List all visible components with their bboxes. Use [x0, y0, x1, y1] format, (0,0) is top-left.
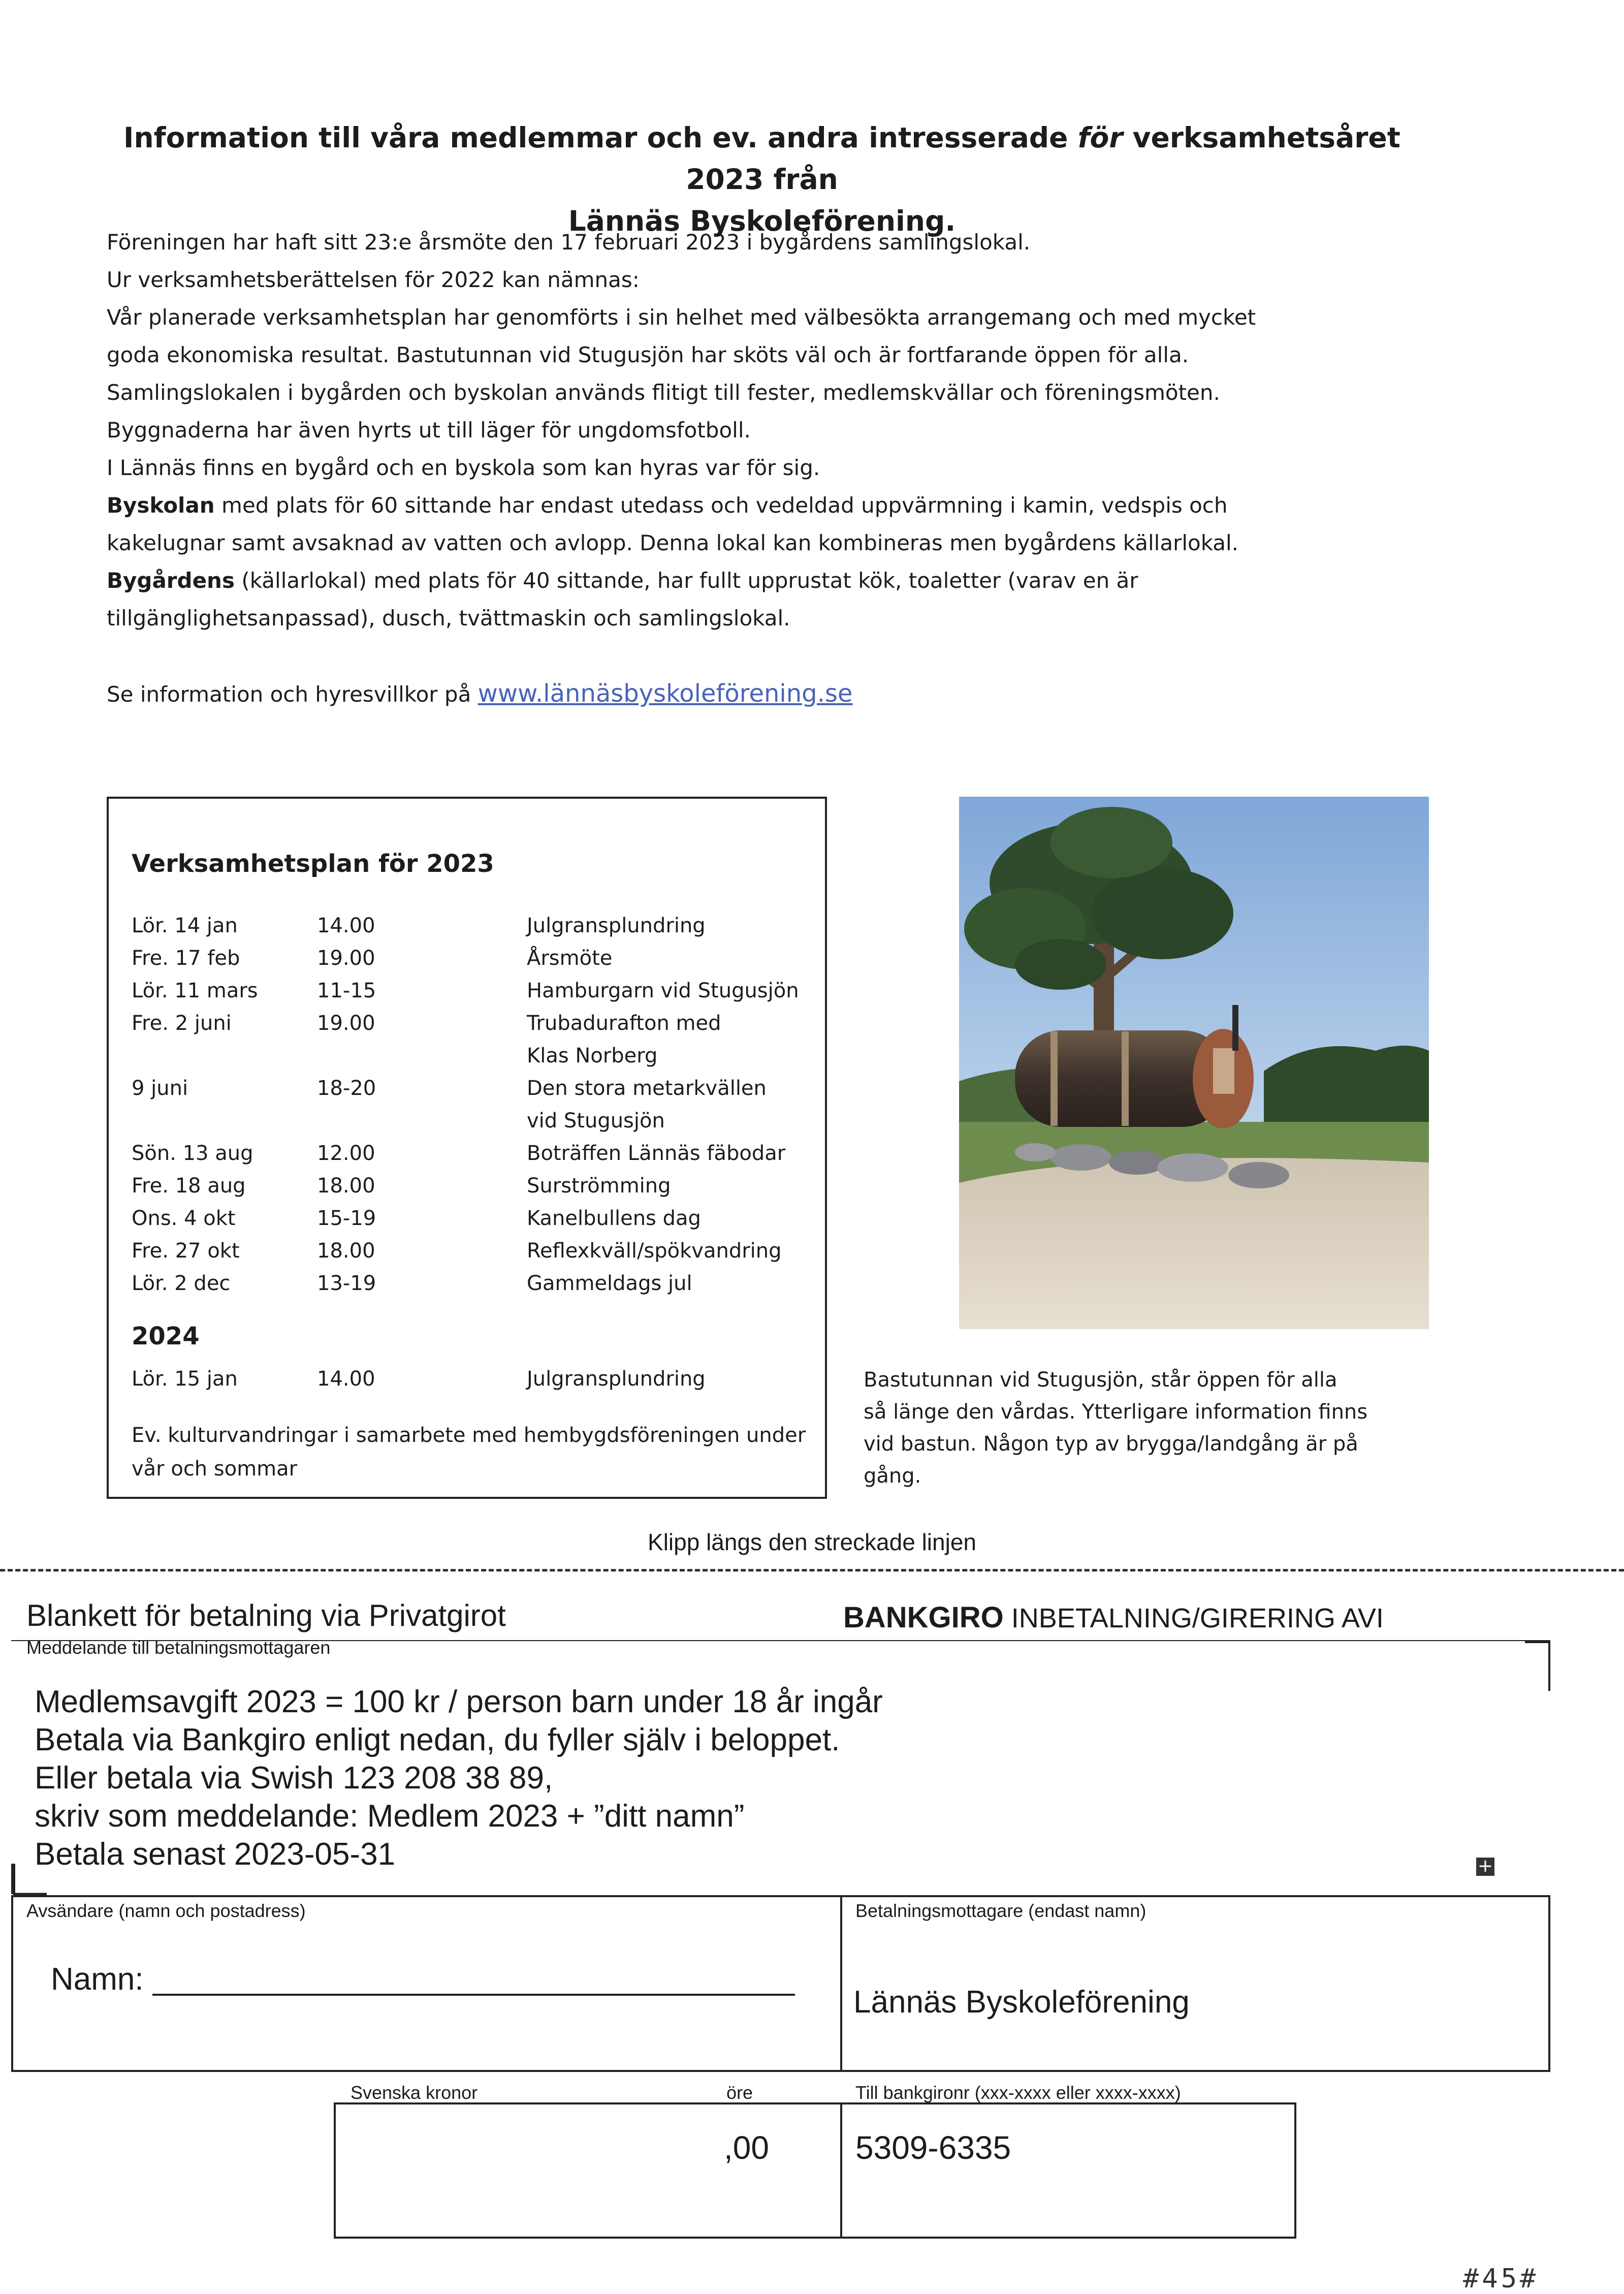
- sender-name-label: Namn:: [51, 1962, 144, 1997]
- plan-time: 13-19: [317, 1272, 376, 1295]
- amount-divider: [840, 2102, 842, 2239]
- info-line: Se information och hyresvillkor på www.lännäsbyskoleförening.se: [107, 679, 853, 708]
- byskolan-line: Byskolan med plats för 60 sittande har endast utedass och vedeldad uppvärmning i kamin, vedspis och: [107, 493, 1228, 518]
- plan-row: [132, 1202, 812, 1235]
- intro-line: Byggnaderna har även hyrts ut till läger för ungdomsfotboll.: [107, 418, 751, 443]
- kronor-label: Svenska kronor: [351, 2082, 478, 2103]
- plan-note: Ev. kulturvandringar i samarbete med hembygdsföreningen under vår och sommar: [132, 1424, 806, 1481]
- plan-activity: Julgransplundring: [527, 914, 706, 937]
- plan-day: Fre. 27 okt: [132, 1239, 240, 1263]
- page-tag: #45#: [1463, 2264, 1539, 2294]
- plan-activity: Reflexkväll/spökvandring: [527, 1239, 782, 1263]
- sender-label: Avsändare (namn och postadress): [26, 1900, 306, 1921]
- plan-time: 19.00: [317, 1012, 375, 1035]
- plan-day: Lör. 15 jan: [132, 1367, 238, 1391]
- website-link[interactable]: www.lännäsbyskoleförening.se: [477, 679, 853, 708]
- plan-row: [132, 909, 812, 942]
- intro-line: Föreningen har haft sitt 23:e årsmöte den 17 februari 2023 i bygårdens samlingslokal.: [107, 230, 1031, 255]
- intro-line: goda ekonomiska resultat. Bastutunnan vid Stugusjön har sköts väl och är fortfarande öppen för alla.: [107, 342, 1189, 367]
- plan-time: 18.00: [317, 1239, 375, 1263]
- cut-line-label: Klipp längs den streckade linjen: [648, 1529, 976, 1555]
- plan-row: [132, 1267, 812, 1300]
- sender-recipient-divider: [840, 1895, 842, 2072]
- plan-row: [132, 1137, 812, 1170]
- intro-text: [107, 224, 1427, 713]
- plan-time: 18-20: [317, 1077, 376, 1100]
- plan-time: 14.00: [317, 914, 375, 937]
- amount-field[interactable]: [334, 2102, 1296, 2239]
- plan-day: Lör. 2 dec: [132, 1272, 231, 1295]
- bygardens-line: Bygårdens (källarlokal) med plats för 40 sittande, har fullt upprustat kök, toaletter (varav en är: [107, 568, 1138, 593]
- recipient-label: Betalningsmottagare (endast namn): [855, 1900, 1147, 1921]
- intro-line: Samlingslokalen i bygården och byskolan används flitigt till fester, medlemskvällar och föreningsmöten.: [107, 380, 1220, 405]
- plan-time: 14.00: [317, 1367, 375, 1391]
- plan-row: [132, 1170, 812, 1202]
- bankgiro-title: BANKGIRO INBETALNING/GIRERING AVI: [843, 1601, 1384, 1634]
- plan-row: [132, 1363, 812, 1395]
- plan-activity: Julgransplundring: [527, 1367, 706, 1391]
- activity-plan-box: [107, 797, 827, 1499]
- plan-activity: Boträffen Lännäs fäbodar: [527, 1142, 786, 1165]
- plan-activity: Årsmöte: [527, 947, 613, 970]
- ore-label: öre: [726, 2082, 753, 2103]
- plan-activity: Den stora metarkvällen: [527, 1077, 767, 1100]
- plan-time: 12.00: [317, 1142, 375, 1165]
- plan-time: 11-15: [317, 979, 376, 1002]
- plan-day: Ons. 4 okt: [132, 1207, 236, 1230]
- sauna-barrel-photo: [959, 797, 1429, 1329]
- page-title: Information till våra medlemmar och ev. andra intresserade för verksamhetsåret 2023 från Lännäs Byskoleförening.: [123, 121, 1400, 237]
- plan-activity: vid Stugusjön: [527, 1109, 665, 1133]
- plan-row: [132, 1105, 812, 1137]
- photo-caption: Bastutunnan vid Stugusjön, står öppen för alla så länge den vårdas. Ytterligare information finns vid bastun. Någon typ av brygga/landgång är på gång.: [864, 1368, 1368, 1488]
- plan-day: Fre. 2 juni: [132, 1012, 232, 1035]
- bankgiro-number: 5309-6335: [855, 2129, 1011, 2166]
- recipient-name: Lännäs Byskoleförening: [853, 1985, 1190, 2020]
- payment-message: Medlemsavgift 2023 = 100 kr / person barn under 18 år ingår Betala via Bankgiro enligt nedan, du fyller själv i beloppet. Eller betala via Swish 123 208 38 89, skriv som meddelande: Medlem 2023 + ”ditt namn” Betala senast 2023-05-31: [35, 1684, 883, 1872]
- plan-row: [132, 1235, 812, 1267]
- plan-day: Lör. 11 mars: [132, 979, 258, 1002]
- plan-day: Fre. 18 aug: [132, 1174, 246, 1198]
- plan-day: Lör. 14 jan: [132, 914, 238, 937]
- plan-row: [132, 1007, 812, 1040]
- plan-activity: Klas Norberg: [527, 1044, 658, 1067]
- intro-line: Vår planerade verksamhetsplan har genomförts i sin helhet med välbesökta arrangemang och med mycket: [107, 305, 1256, 330]
- message-label: Meddelande till betalningsmottagaren: [26, 1637, 331, 1658]
- plan-activity: Hamburgarn vid Stugusjön: [527, 979, 799, 1002]
- plan-time: 19.00: [317, 947, 375, 970]
- plan-row: [132, 1072, 812, 1105]
- plan-row: [132, 942, 812, 975]
- sender-recipient-box: [11, 1895, 1550, 2072]
- plan-day: 9 juni: [132, 1077, 188, 1100]
- ore-value: ,00: [724, 2129, 769, 2166]
- bygardens-line-2: tillgänglighetsanpassad), dusch, tvättmaskin och samlingslokal.: [107, 606, 790, 631]
- plan-year-2024: 2024: [132, 1322, 200, 1350]
- plan-activity: Surströmming: [527, 1174, 671, 1198]
- plus-icon: +: [1476, 1858, 1494, 1876]
- plan-heading: Verksamhetsplan för 2023: [132, 850, 494, 878]
- intro-line: Ur verksamhetsberättelsen för 2022 kan nämnas:: [107, 267, 640, 292]
- dashed-cut-line: [0, 1569, 1624, 1572]
- plan-time: 15-19: [317, 1207, 376, 1230]
- plan-time: 18.00: [317, 1174, 375, 1198]
- plan-row: [132, 1040, 812, 1072]
- byskolan-line-2: kakelugnar samt avsaknad av vatten och avlopp. Denna lokal kan kombineras men bygårdens källarlokal.: [107, 530, 1239, 555]
- plan-row: [132, 975, 812, 1007]
- intro-line: I Lännäs finns en bygård och en byskola som kan hyras var för sig.: [107, 455, 820, 480]
- sender-name-field[interactable]: [152, 1994, 795, 1996]
- plan-activity: Gammeldags jul: [527, 1272, 692, 1295]
- bankgiro-number-label: Till bankgironr (xxx-xxxx eller xxxx-xxxx): [855, 2082, 1181, 2103]
- plan-activity: Kanelbullens dag: [527, 1207, 701, 1230]
- plan-day: Fre. 17 feb: [132, 947, 240, 970]
- plan-day: Sön. 13 aug: [132, 1142, 253, 1165]
- form-title: Blankett för betalning via Privatgirot: [26, 1598, 506, 1632]
- plan-activity: Trubadurafton med: [527, 1012, 721, 1035]
